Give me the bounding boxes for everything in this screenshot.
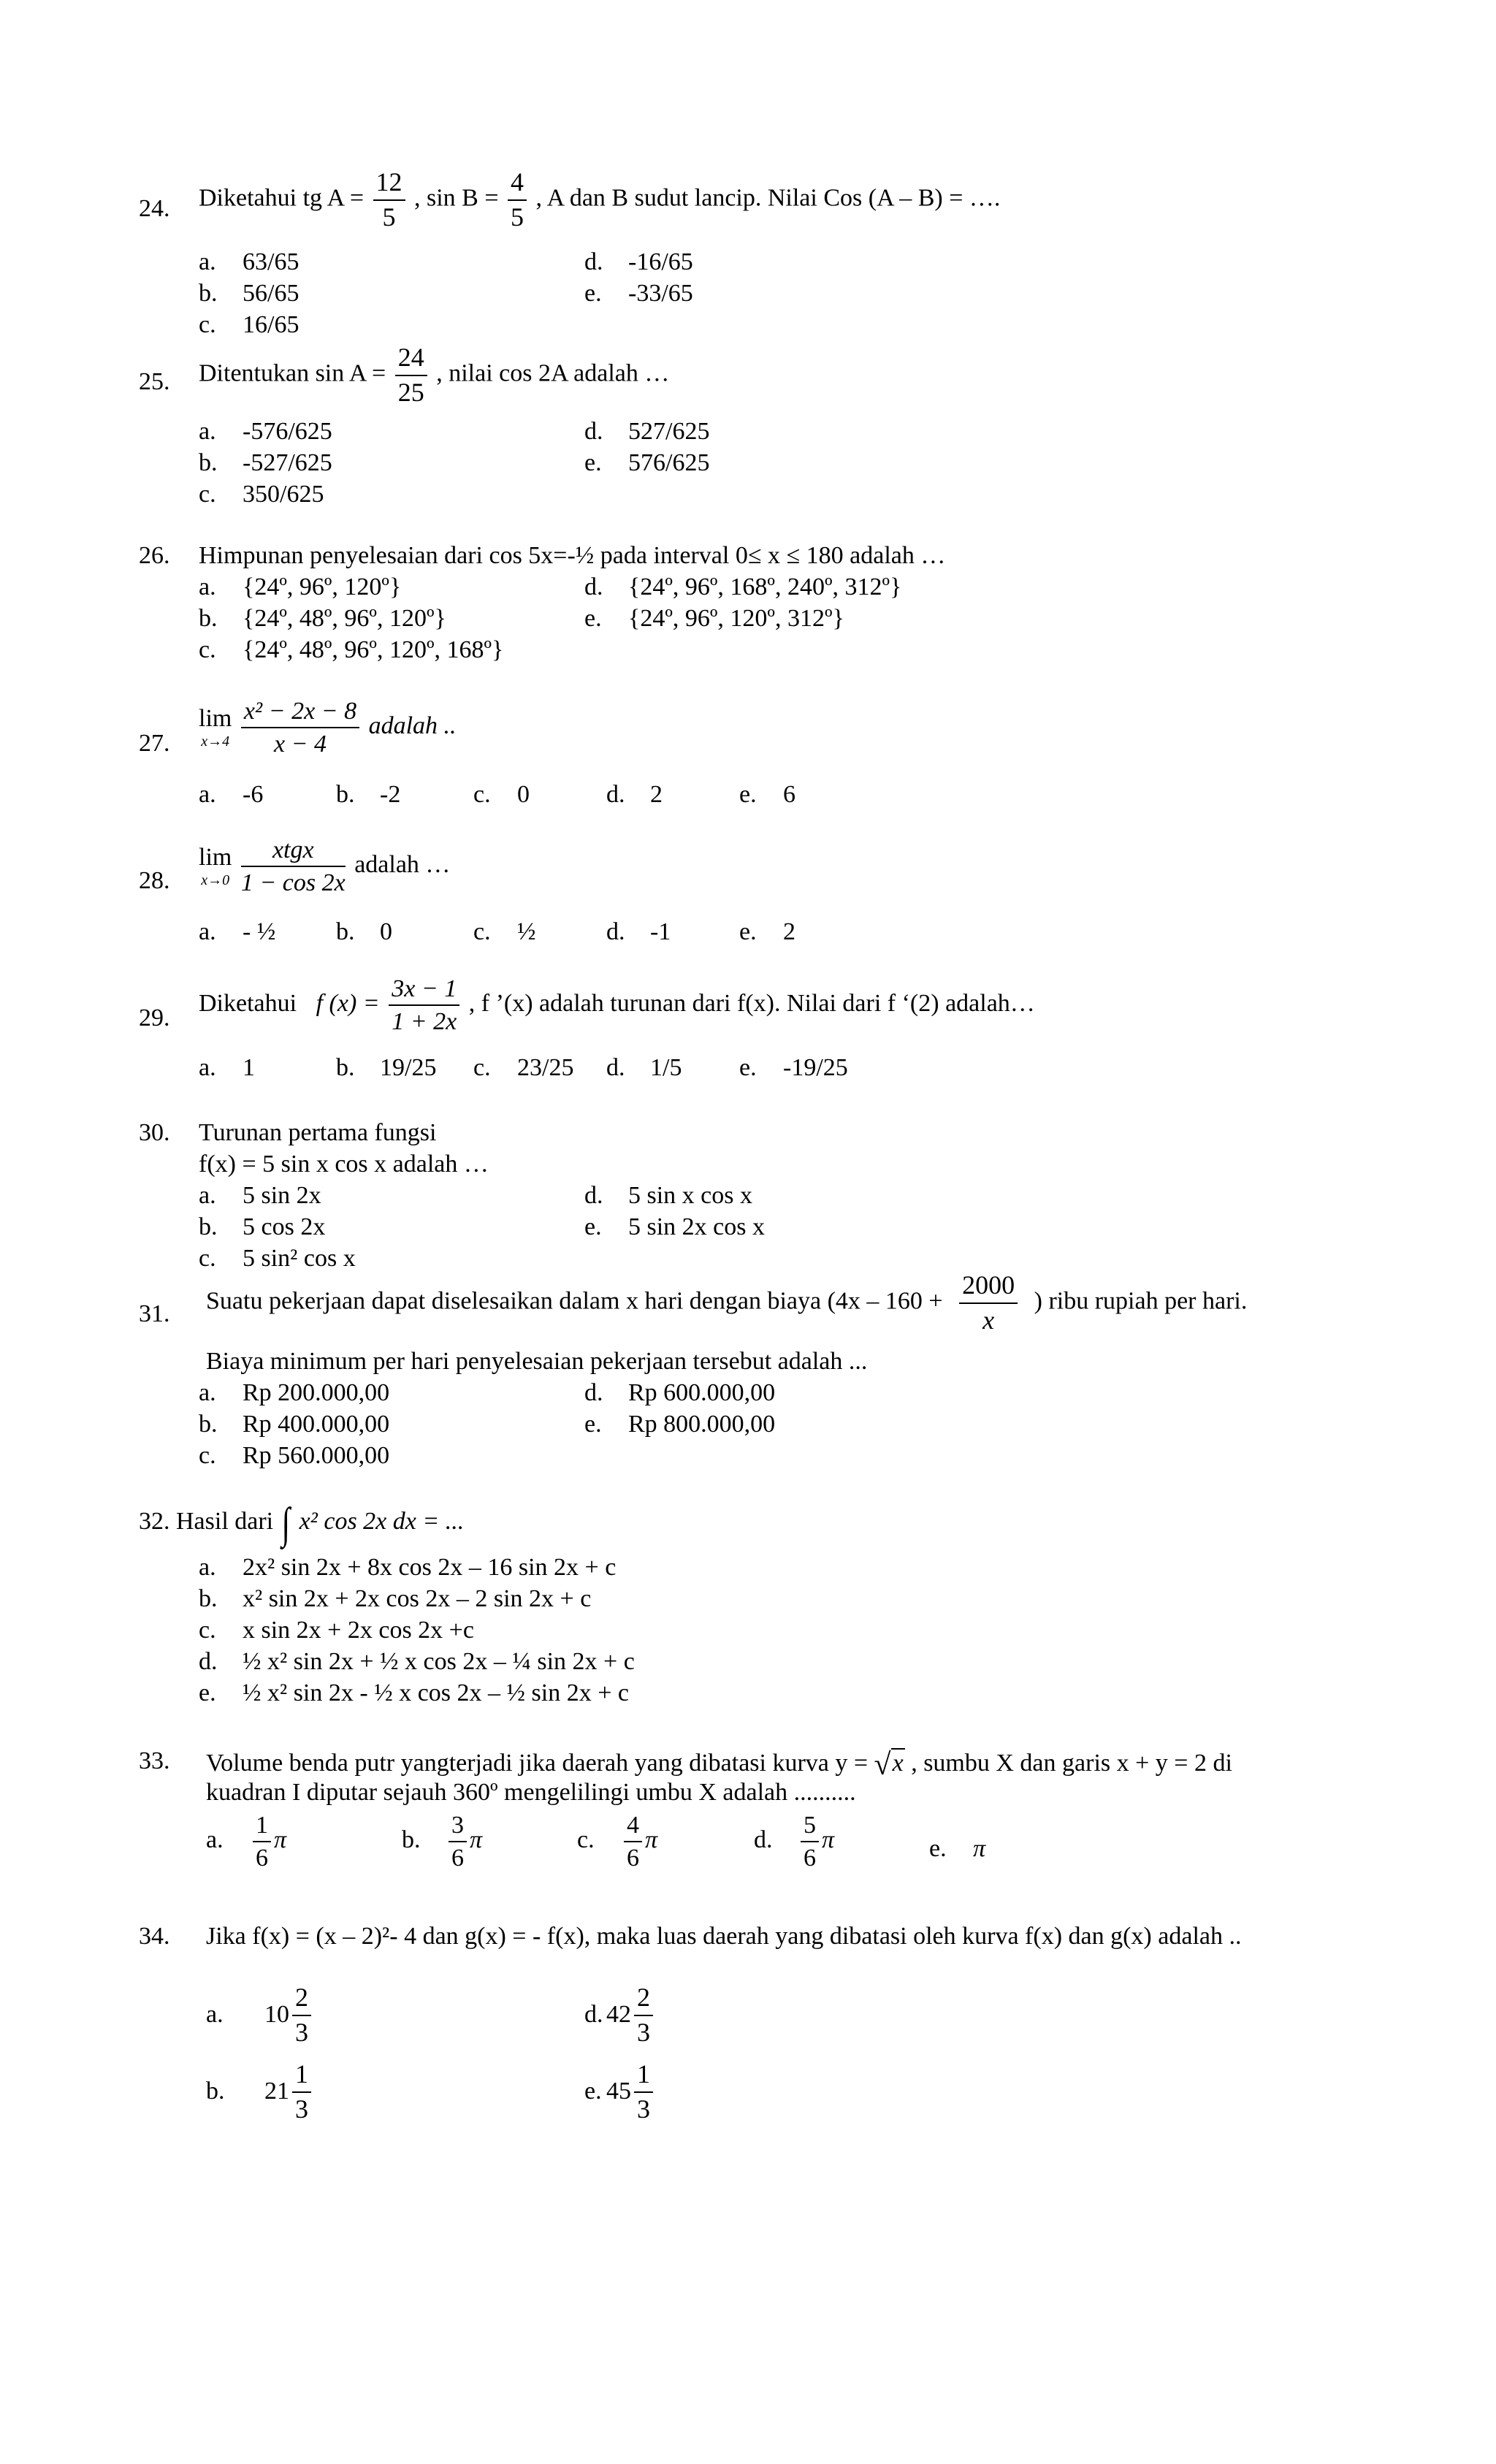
question-stem-line2: Biaya minimum per hari penyelesaian pekerjaan tersebut adalah ... bbox=[206, 1348, 868, 1375]
option-a[interactable]: a. 5 sin 2x bbox=[199, 1182, 321, 1209]
stem-text: Diketahui bbox=[199, 990, 297, 1018]
limit-operator: lim x→0 bbox=[199, 844, 232, 889]
stem-text: , f ’(x) adalah turunan dari f(x). Nilai dari f ‘(2) adalah… bbox=[468, 990, 1035, 1018]
question-number: 26. bbox=[139, 542, 170, 569]
option-c[interactable]: c. ½ bbox=[473, 918, 536, 945]
question-stem bbox=[199, 836, 450, 897]
question-stem-line2: f(x) = 5 sin x cos x adalah … bbox=[199, 1151, 489, 1178]
option-b[interactable]: b. 21 $\frac{1}{3}$ bbox=[206, 2060, 314, 2124]
option-a[interactable]: a. 2x² sin 2x + 8x cos 2x – 16 sin 2x + c bbox=[199, 1554, 617, 1581]
option-b[interactable]: b. 0 bbox=[336, 918, 392, 945]
option-d[interactable]: d. Rp 600.000,00 bbox=[584, 1379, 776, 1406]
question-stem: Turunan pertama fungsi bbox=[199, 1119, 437, 1146]
stem-text: Suatu pekerjaan dapat diselesaikan dalam x hari dengan biaya (4x – 160 + bbox=[206, 1287, 943, 1315]
option-c[interactable]: c. 350/625 bbox=[199, 481, 324, 508]
stem-text: , nilai cos 2A adalah … bbox=[436, 359, 670, 387]
option-c[interactable]: c. x sin 2x + 2x cos 2x +c bbox=[199, 1617, 474, 1644]
fraction: $\frac{12}{5}$ bbox=[373, 168, 405, 232]
option-e[interactable]: e. -19/25 bbox=[739, 1054, 848, 1081]
option-e[interactable]: e. 45 $\frac{1}{3}$ bbox=[584, 2060, 656, 2124]
question-number: 29. bbox=[139, 1004, 170, 1031]
stem-text: adalah … bbox=[354, 851, 451, 879]
question-number: 25. bbox=[139, 368, 170, 395]
option-d[interactable]: d. 2 bbox=[606, 781, 663, 808]
option-a[interactable]: a. {24º, 96º, 120º} bbox=[199, 573, 402, 600]
option-d[interactable]: d. ½ x² sin 2x + ½ x cos 2x – ¼ sin 2x + c bbox=[199, 1648, 635, 1675]
option-b[interactable]: b. -527/625 bbox=[199, 449, 332, 476]
option-d[interactable]: d. 42 $\frac{2}{3}$ bbox=[584, 1983, 656, 2047]
option-e[interactable]: e. π bbox=[929, 1835, 986, 1862]
option-d[interactable]: d. 5 sin x cos x bbox=[584, 1182, 752, 1209]
integral-icon: ∫ bbox=[281, 1499, 290, 1547]
limit-operator: lim x→4 bbox=[199, 705, 232, 750]
option-b[interactable]: b. -2 bbox=[336, 781, 401, 808]
question-stem-line2: kuadran I diputar sejauh 360º mengelilingi umbu X adalah .......... bbox=[206, 1779, 856, 1806]
option-e[interactable]: e. 6 bbox=[739, 781, 795, 808]
option-b[interactable]: b. x² sin 2x + 2x cos 2x – 2 sin 2x + c bbox=[199, 1585, 592, 1612]
option-b[interactable]: b. {24º, 48º, 96º, 120º} bbox=[199, 605, 446, 632]
fraction: $\frac{24}{25}$ bbox=[395, 343, 427, 407]
question-number: 32. Hasil dari bbox=[139, 1507, 274, 1535]
question-stem bbox=[199, 975, 1035, 1036]
stem-text: adalah .. bbox=[368, 712, 457, 740]
question-stem bbox=[199, 168, 1000, 232]
fraction: $\frac{\text{xtgx}}{1 - \cos 2x}$ bbox=[240, 836, 346, 897]
option-d[interactable]: d. -1 bbox=[606, 918, 671, 945]
option-b[interactable]: b. 56/65 bbox=[199, 280, 299, 307]
integral-expression: x² cos 2x dx = ... bbox=[299, 1507, 465, 1535]
option-d[interactable]: d. -16/65 bbox=[584, 248, 693, 275]
fraction: $\frac{4}{5}$ bbox=[508, 168, 527, 232]
question-number: 34. bbox=[139, 1923, 170, 1950]
option-e[interactable]: e. 576/625 bbox=[584, 449, 710, 476]
option-a[interactable]: a. 10 $\frac{2}{3}$ bbox=[206, 1983, 314, 2047]
stem-text: Volume benda putr yangterjadi jika daerah yang dibatasi kurva y = bbox=[206, 1750, 869, 1777]
stem-text: Diketahui tg A = bbox=[199, 184, 364, 212]
option-c[interactable]: c. 5 sin² cos x bbox=[199, 1245, 356, 1272]
option-a[interactable]: a. Rp 200.000,00 bbox=[199, 1379, 390, 1406]
option-d[interactable]: d. 1/5 bbox=[606, 1054, 682, 1081]
question-stem bbox=[199, 698, 457, 758]
option-e[interactable]: e. 5 sin 2x cos x bbox=[584, 1213, 765, 1240]
option-c[interactable]: c. 0 bbox=[473, 781, 530, 808]
question-number: 30. bbox=[139, 1119, 170, 1146]
stem-text: , sin B = bbox=[414, 184, 499, 212]
stem-text: , sumbu X dan garis x + y = 2 di bbox=[911, 1750, 1232, 1777]
square-root: √x bbox=[874, 1748, 904, 1782]
option-e[interactable]: e. {24º, 96º, 120º, 312º} bbox=[584, 605, 844, 632]
question-stem bbox=[199, 343, 669, 407]
option-c[interactable]: c. Rp 560.000,00 bbox=[199, 1442, 390, 1469]
option-e[interactable]: e. ½ x² sin 2x - ½ x cos 2x – ½ sin 2x + c bbox=[199, 1679, 629, 1706]
option-d[interactable]: d. 527/625 bbox=[584, 418, 710, 445]
option-c[interactable]: c. {24º, 48º, 96º, 120º, 168º} bbox=[199, 636, 504, 663]
option-a[interactable]: a. 1 bbox=[199, 1054, 255, 1081]
option-c[interactable]: c. 16/65 bbox=[199, 311, 299, 338]
option-a[interactable]: a. -576/625 bbox=[199, 418, 332, 445]
option-c[interactable]: c. $\frac{4}{6}$ π bbox=[577, 1812, 658, 1872]
option-d[interactable]: d. $\frac{5}{6}$ π bbox=[754, 1812, 835, 1872]
option-b[interactable]: b. $\frac{3}{6}$ π bbox=[402, 1812, 483, 1872]
fraction: $\frac{3x - 1}{1 + 2x}$ bbox=[389, 975, 459, 1036]
option-b[interactable]: b. 5 cos 2x bbox=[199, 1213, 326, 1240]
question-number: 27. bbox=[139, 730, 170, 757]
question-number: 28. bbox=[139, 867, 170, 894]
option-a[interactable]: a. 63/65 bbox=[199, 248, 299, 275]
function-label: f (x) = bbox=[316, 990, 380, 1018]
option-c[interactable]: c. 23/25 bbox=[473, 1054, 574, 1081]
sqrt-icon: √ bbox=[874, 1748, 891, 1782]
question-stem bbox=[139, 1501, 464, 1545]
question-stem: Himpunan penyelesaian dari cos 5x=-½ pada interval 0≤ x ≤ 180 adalah … bbox=[199, 542, 946, 569]
option-b[interactable]: b. Rp 400.000,00 bbox=[199, 1411, 390, 1438]
question-number: 31. bbox=[139, 1300, 170, 1327]
fraction: $\frac{2000}{x}$ bbox=[959, 1271, 1018, 1335]
question-number: 24. bbox=[139, 195, 170, 222]
option-b[interactable]: b. 19/25 bbox=[336, 1054, 437, 1081]
question-number: 33. bbox=[139, 1747, 170, 1774]
option-e[interactable]: e. 2 bbox=[739, 918, 795, 945]
fraction: $\frac{\text{x² − 2x − 8}}{x - 4}$ bbox=[241, 698, 359, 758]
stem-text: Ditentukan sin A = bbox=[199, 359, 386, 387]
stem-text: , A dan B sudut lancip. Nilai Cos (A – B) = …. bbox=[535, 184, 1001, 212]
option-d[interactable]: d. {24º, 96º, 168º, 240º, 312º} bbox=[584, 573, 902, 600]
stem-text: ) ribu rupiah per hari. bbox=[1034, 1287, 1248, 1315]
question-stem bbox=[206, 1271, 1247, 1335]
option-e[interactable]: e. Rp 800.000,00 bbox=[584, 1411, 776, 1438]
option-a[interactable]: a. -6 bbox=[199, 781, 264, 808]
question-stem: Jika f(x) = (x – 2)²- 4 dan g(x) = - f(x), maka luas daerah yang dibatasi oleh kurva f(x) dan g(x) adalah .. bbox=[206, 1923, 1242, 1950]
option-a[interactable]: a. - ½ bbox=[199, 918, 276, 945]
option-e[interactable]: e. -33/65 bbox=[584, 280, 693, 307]
option-a[interactable]: a. $\frac{1}{6}$ π bbox=[206, 1812, 287, 1872]
